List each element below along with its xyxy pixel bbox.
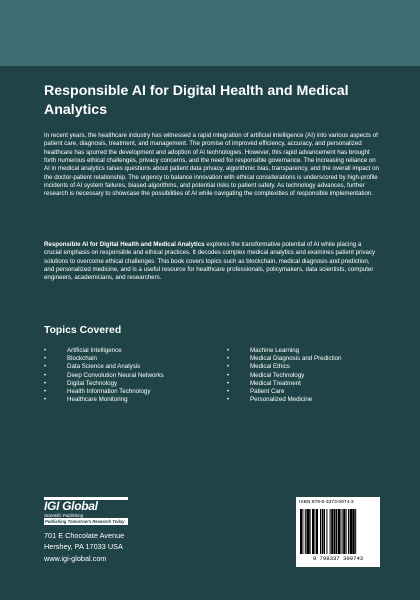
barcode-bar: [305, 509, 306, 554]
bullet-icon: •: [44, 348, 47, 354]
barcode-bar: [343, 509, 345, 554]
barcode-bar: [353, 509, 355, 554]
topic-label: Blockchain: [67, 355, 97, 363]
barcode-bar: [350, 509, 353, 554]
barcode-bar: [314, 509, 315, 554]
bullet-icon: •: [44, 397, 47, 404]
topic-label: Medical Treatment: [250, 379, 301, 387]
topic-label: Data Science and Analysis: [67, 363, 141, 371]
barcode-bar: [316, 509, 318, 554]
topic-label: Personalized Medicine: [250, 396, 313, 404]
topic-item: [227, 388, 387, 396]
description-body: explores the transformative potential of AI while placing a crucial emphasis on responsible and ethical practices. It decodes complex medical analytics and examines patient privacy solutions to overcome ethical challenges. This book covers topics such as blockchain, medical diagnosis and prediction, and personalized medicine, and is a useful resource for healthcare professionals, policymakers, data scientists, computer engineers, academicians, and researchers.: [44, 241, 376, 282]
barcode-bar: [348, 509, 349, 554]
bullet-icon: •: [44, 372, 47, 379]
topic-label: Medical Diagnosis and Prediction: [250, 355, 342, 363]
barcode-bar: [336, 509, 337, 554]
barcode-bar: [334, 509, 336, 554]
barcode-bar: [355, 509, 356, 554]
bullet-icon: •: [227, 356, 230, 363]
logo-subtitle: Scientific Publishing: [44, 513, 84, 518]
logo-tagline: Publishing Tomorrow's Research Today: [44, 518, 128, 525]
topic-item: [44, 347, 224, 355]
barcode-bar: [338, 509, 341, 554]
bullet-icon: •: [44, 364, 47, 371]
description-paragraph-1: In recent years, the healthcare industry has witnessed a rapid integration of artificial intelligence (AI) into various aspects of patient care, diagnosis, treatment, and management. The promise of improved efficiency, accuracy, and personalized healthcare has spurred the development and adoption of AI technologies. However, this rapid advancement has brought forth numerous ethical challenges, privacy concerns, and the need for responsible governance. The increasing reliance on AI in medical analytics raises questions about patient data privacy, algorithmic bias, transparency, and the overall impact on the doctor-patient relationship. The urgency to balance innovation with ethical considerations is underscored by high-profile incidents of AI system failures, biased algorithms, and potential risks to patient safety. As technology advances, further research is necessary to showcase the possibilities of AI while navigating the complexities of responsible implementation.: [44, 132, 379, 198]
topics-list-left: [44, 347, 224, 404]
address-city: Hershey, PA 17033 USA: [44, 542, 123, 552]
barcode-bar: [302, 509, 303, 554]
barcode-bar: [300, 509, 302, 554]
barcode-bar: [320, 509, 321, 554]
description-lead-title: Responsible AI for Digital Health and Medical Analytics: [44, 241, 205, 248]
bullet-icon: •: [44, 356, 47, 363]
topic-item: [227, 355, 387, 363]
description-paragraph-2: [44, 241, 380, 283]
topic-label: Deep Convolution Neural Networks: [67, 371, 164, 379]
logo-name: IGI Global: [44, 499, 98, 513]
isbn-label: ISBN 979-8-3373-0974-3: [299, 500, 354, 505]
barcode-bar: [312, 509, 314, 554]
bullet-icon: •: [227, 380, 230, 387]
topic-label: Artificial Intelligence: [67, 347, 122, 354]
barcode-bar: [346, 509, 347, 554]
barcode-bar: [306, 509, 309, 554]
barcode-digits: 9 798337 309743: [312, 555, 364, 562]
bullet-icon: •: [227, 397, 230, 404]
topic-label: Medical Ethics: [250, 363, 290, 371]
bullet-icon: •: [227, 348, 230, 354]
bullet-icon: •: [44, 389, 47, 396]
topic-item: [44, 355, 224, 363]
topic-item: [227, 396, 387, 404]
topic-label: Patient Care: [250, 388, 285, 396]
topics-list-right: [227, 347, 387, 404]
bullet-icon: •: [44, 380, 47, 387]
topic-label: Machine Learning: [250, 347, 300, 354]
topic-item: [44, 380, 224, 388]
barcode-bar: [322, 509, 324, 554]
topic-label: Digital Technology: [67, 379, 118, 387]
barcode-icon: [300, 509, 376, 554]
topic-label: Medical Technology: [250, 371, 305, 379]
barcode-bar: [342, 509, 343, 554]
topic-item: [44, 388, 224, 396]
barcode-bar: [330, 509, 331, 554]
address-street: 701 E Chocolate Avenue: [44, 531, 125, 540]
topic-item: [44, 363, 224, 371]
igi-global-logo: [44, 497, 128, 527]
barcode-bar: [324, 509, 325, 554]
publisher-website: www.igi-global.com: [44, 553, 107, 563]
topic-item: [44, 372, 224, 380]
barcode-box: [296, 497, 380, 567]
topic-label: Healthcare Monitoring: [67, 396, 128, 404]
topic-item: [227, 347, 387, 355]
barcode-bar: [326, 509, 327, 554]
barcode-bar: [310, 509, 311, 554]
topic-item: [227, 380, 387, 388]
bullet-icon: •: [227, 389, 230, 396]
bullet-icon: •: [227, 364, 230, 371]
barcode-bar: [331, 509, 333, 554]
publisher-address: [44, 530, 124, 564]
bullet-icon: •: [227, 372, 230, 379]
cover-top-panel: [0, 0, 420, 66]
topic-item: [227, 363, 387, 371]
topic-item: [227, 372, 387, 380]
book-title: Responsible AI for Digital Health and Medical Analytics: [44, 83, 349, 118]
topic-label: Health Information Technology: [67, 388, 151, 396]
topics-heading: Topics Covered: [44, 325, 122, 336]
topic-item: [44, 396, 224, 404]
